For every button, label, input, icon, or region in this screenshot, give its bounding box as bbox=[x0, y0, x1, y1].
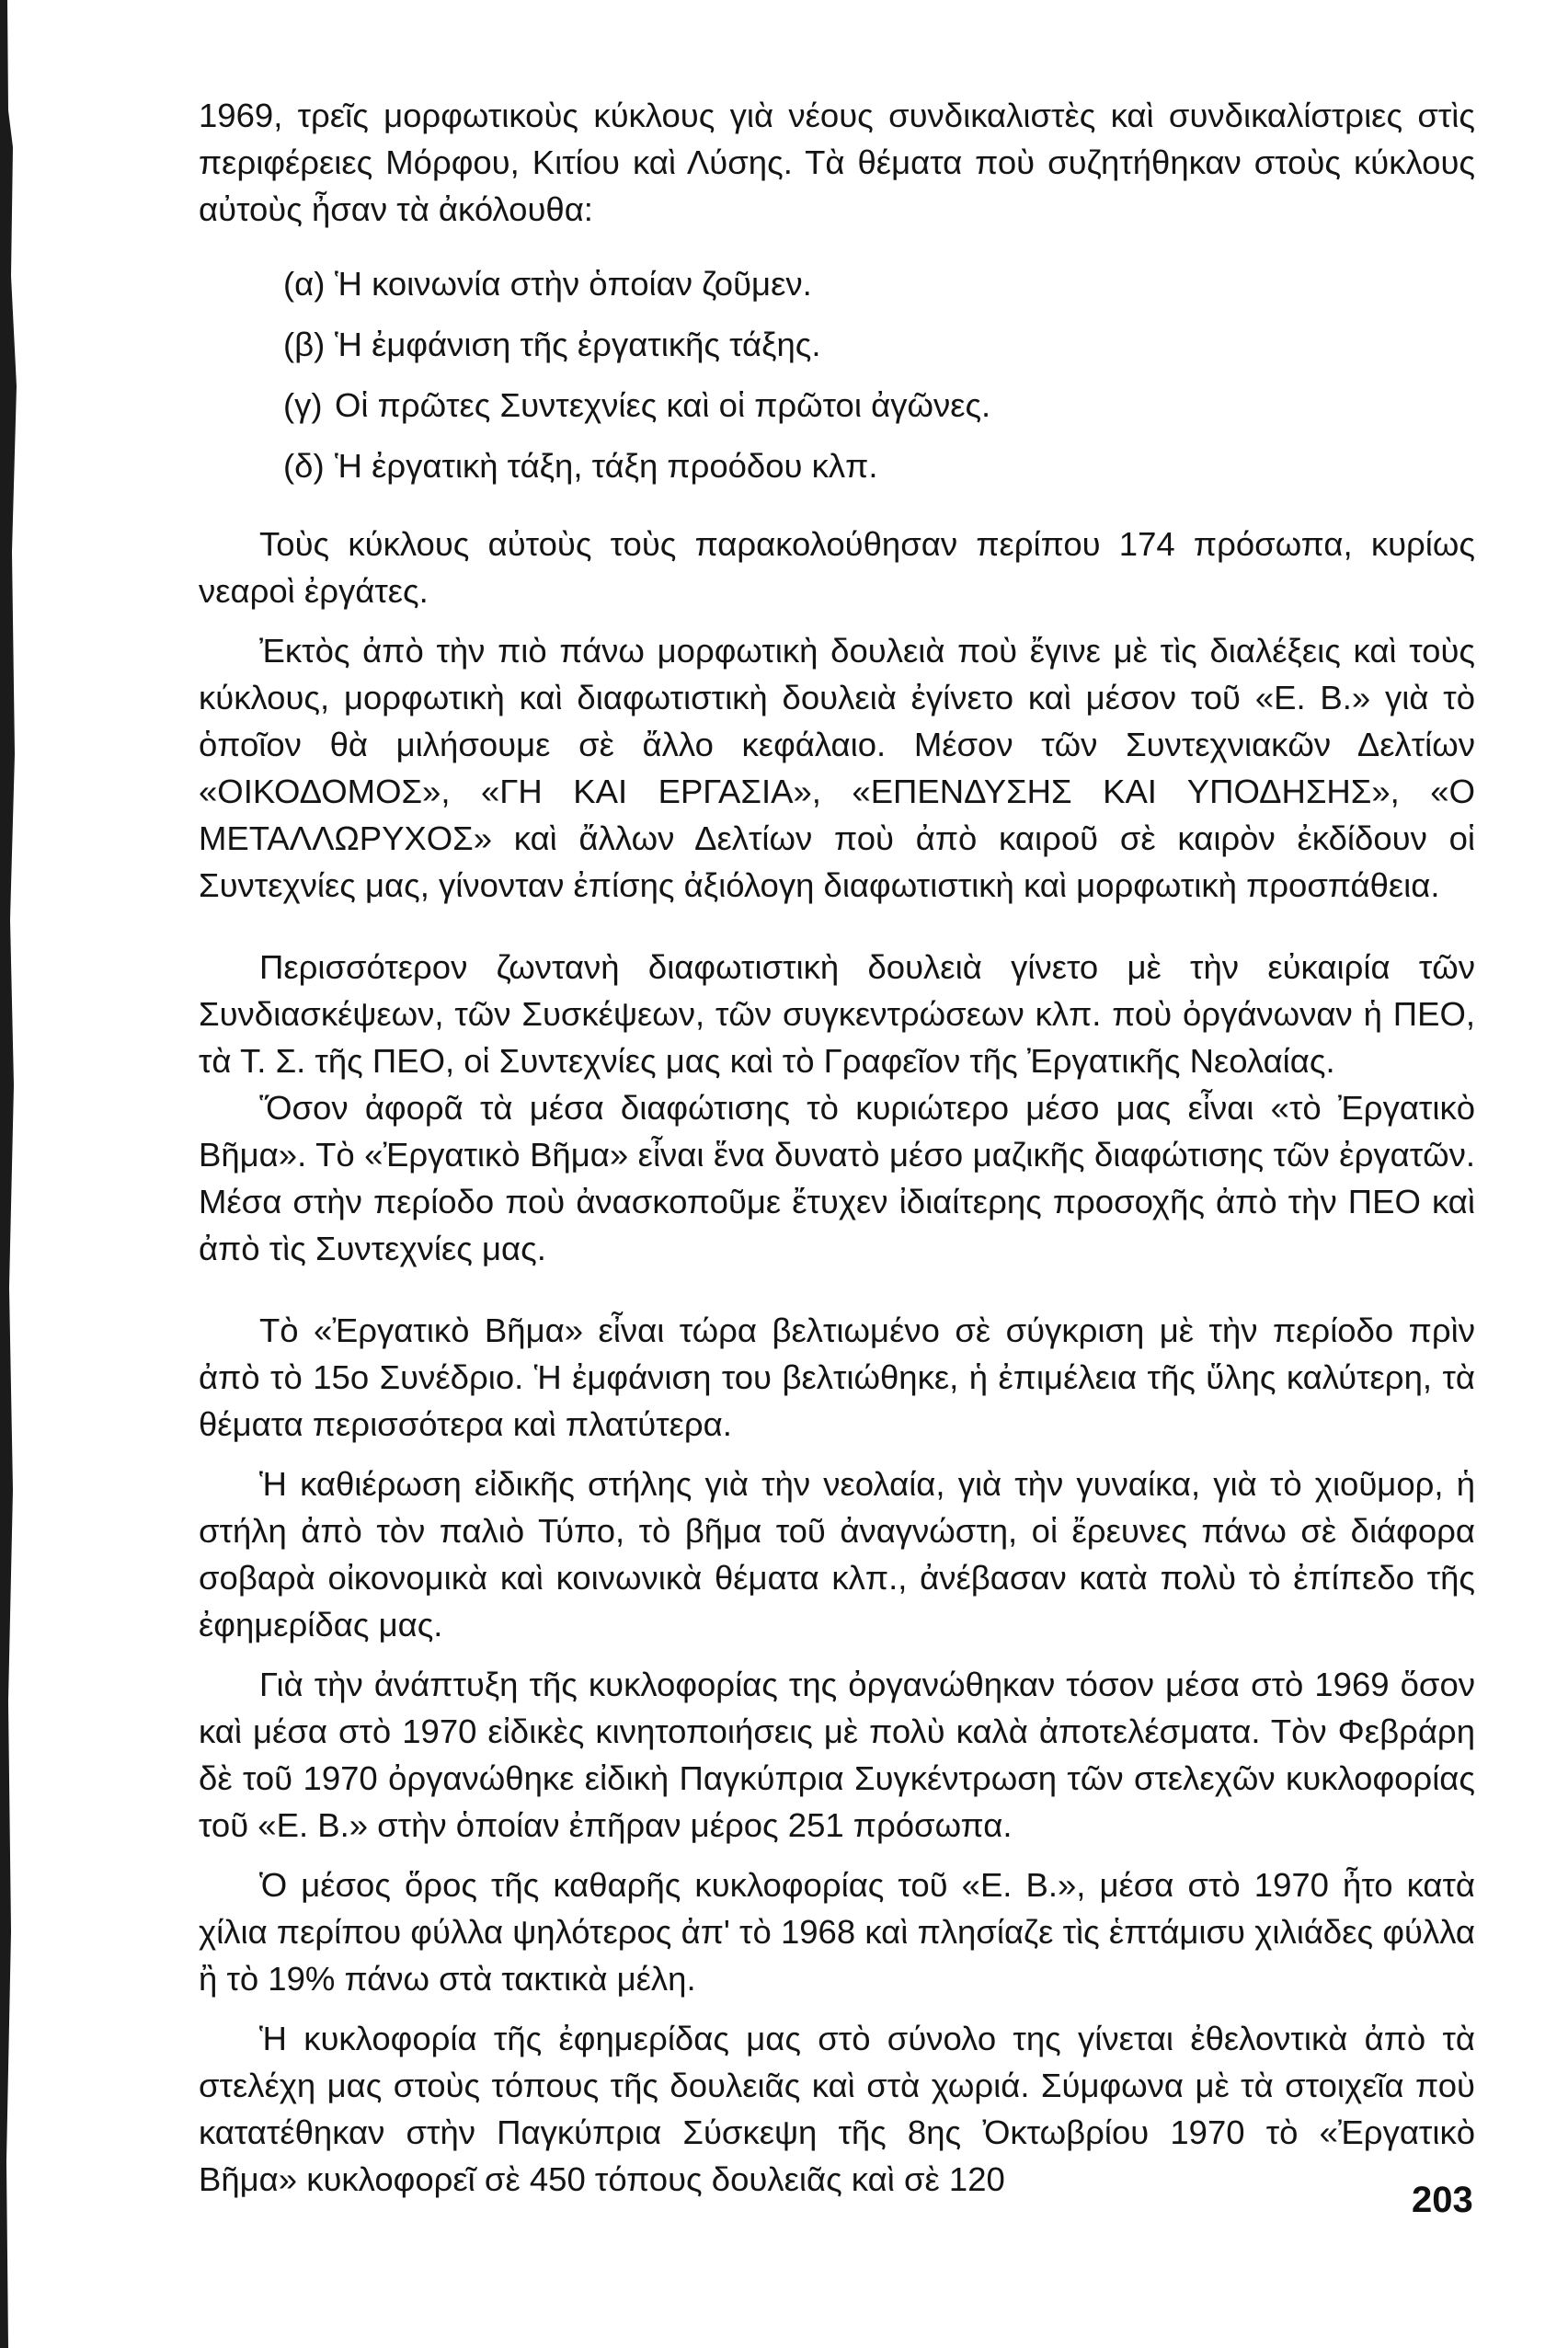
list-item-text: Ἡ ἐμφάνιση τῆς ἐργατικῆς τάξης. bbox=[335, 326, 821, 363]
list-item-text: Οἱ πρῶτες Συντεχνίες καὶ οἱ πρῶτοι ἀγῶνες. bbox=[335, 386, 991, 424]
list-item-label: (δ) bbox=[283, 447, 325, 485]
list-item bbox=[283, 260, 1475, 307]
page-number: 203 bbox=[1412, 2180, 1473, 2220]
document-page bbox=[199, 92, 1475, 2203]
paragraph-distribution: Ἡ κυκλοφορία τῆς ἐφημερίδας μας στὸ σύνολο της γίνεται ἐθελοντικὰ ἀπὸ τὰ στελέχη μας στοὺς τόπους τῆς δουλειᾶς καὶ στὰ χωριά. Σύμφωνα μὲ τὰ στοιχεῖα ποὺ κατατέθηκαν στὴν Παγκύπρια Σύσκεψη τῆς 8ης Ὀκτωβρίου 1970 τὸ «Ἐργατικὸ Βῆμα» κυκλοφορεῖ σὲ 450 τόπους δουλειᾶς καὶ σὲ 120 bbox=[199, 2020, 1475, 2198]
scan-left-edge-shadow bbox=[0, 0, 20, 2348]
paragraph-bulletins: Ἐκτὸς ἀπὸ τὴν πιὸ πάνω μορφωτικὴ δουλειὰ ποὺ ἔγινε μὲ τὶς διαλέξεις καὶ τοὺς κύκλους, μορφωτικὴ καὶ διαφωτιστικὴ δουλειὰ ἐγίνετο καὶ μέσον τοῦ «Ε. Β.» γιὰ τὸ ὁποῖον θὰ μιλήσουμε σὲ ἄλλο κεφάλαιο. Μέσον τῶν Συντεχνιακῶν Δελτίων «ΟΙΚΟΔΟΜΟΣ», «ΓΗ ΚΑΙ ΕΡΓΑΣΙΑ», «ΕΠΕΝΔΥΣΗΣ ΚΑΙ ΥΠΟΔΗΣΗΣ», «Ο ΜΕΤΑΛΛΩΡΥΧΟΣ» καὶ ἄλλων Δελτίων ποὺ ἀπὸ καιροῦ σὲ καιρὸν ἐκδίδουν οἱ Συντεχνίες μας, γίνονταν ἐπίσης ἀξιόλογη διαφωτιστικὴ καὶ μορφωτικὴ προσπάθεια. bbox=[199, 632, 1475, 904]
list-item bbox=[283, 442, 1475, 489]
list-item-label: (γ) bbox=[283, 386, 323, 424]
paragraph-media: Ὅσον ἀφορᾶ τὰ μέσα διαφώτισης τὸ κυριώτερο μέσο μας εἶναι «τὸ Ἐργατικὸ Βῆμα». Τὸ «Ἐργατικὸ Βῆμα» εἶναι ἕνα δυνατὸ μέσο μαζικῆς διαφώτισης τῶν ἐργατῶν. Μέσα στὴν περίοδο ποὺ ἀνασκοποῦμε ἔτυχεν ἰδιαίτερης προσοχῆς ἀπὸ τὴν ΠΕΟ καὶ ἀπὸ τὶς Συντεχνίες μας. bbox=[199, 1089, 1475, 1267]
list-item-label: (α) bbox=[283, 265, 326, 303]
topics-list bbox=[283, 260, 1475, 489]
paragraph-conferences: Περισσότερον ζωντανὴ διαφωτιστικὴ δουλειὰ γίνετο μὲ τὴν εὐκαιρία τῶν Συνδιασκέψεων, τῶν Συσκέψεων, τῶν συγκεντρώσεων κλπ. ποὺ ὀργάνωναν ἡ ΠΕΟ, τὰ Τ. Σ. τῆς ΠΕΟ, οἱ Συντεχνίες μας καὶ τὸ Γραφεῖον τῆς Ἐργατικῆς Νεολαίας. bbox=[199, 948, 1475, 1080]
intro-paragraph: 1969, τρεῖς μορφωτικοὺς κύκλους γιὰ νέους συνδικαλιστὲς καὶ συνδικαλίστριες στὶς περιφέρειες Μόρφου, Κιτίου καὶ Λύσης. Τὰ θέματα ποὺ συζητήθηκαν στοὺς κύκλους αὐτοὺς ἦσαν τὰ ἀκόλουθα: bbox=[199, 97, 1475, 228]
paragraph-attendance: Τοὺς κύκλους αὐτοὺς τοὺς παρακολούθησαν περίπου 174 πρόσωπα, κυρίως νεαροὶ ἐργάτες. bbox=[199, 525, 1475, 610]
list-item bbox=[283, 382, 1475, 429]
list-item bbox=[283, 321, 1475, 368]
list-item-text: Ἡ ἐργατικὴ τάξη, τάξη προόδου κλπ. bbox=[335, 447, 878, 485]
paragraph-circulation-average: Ὁ μέσος ὅρος τῆς καθαρῆς κυκλοφορίας τοῦ «Ε. Β.», μέσα στὸ 1970 ἦτο κατὰ χίλια περίπου φύλλα ψηλότερος ἀπ' τὸ 1968 καὶ πλησίαζε τὶς ἑπτάμισυ χιλιάδες φύλλα ἢ τὸ 19% πάνω στὰ τακτικὰ μέλη. bbox=[199, 1866, 1475, 1998]
list-item-label: (β) bbox=[283, 326, 326, 363]
paragraph-columns: Ἡ καθιέρωση εἰδικῆς στήλης γιὰ τὴν νεολαία, γιὰ τὴν γυναίκα, γιὰ τὸ χιοῦμορ, ἡ στήλη ἀπὸ τὸν παλιὸ Τύπο, τὸ βῆμα τοῦ ἀναγνώστη, οἱ ἔρευνες πάνω σὲ διάφορα σοβαρὰ οἰκονομικὰ καὶ κοινωνικὰ θέματα κλπ., ἀνέβασαν κατὰ πολὺ τὸ ἐπίπεδο τῆς ἐφημερίδας μας. bbox=[199, 1465, 1475, 1644]
list-item-text: Ἡ κοινωνία στὴν ὁποίαν ζοῦμεν. bbox=[335, 265, 812, 303]
paragraph-improvement: Τὸ «Ἐργατικὸ Βῆμα» εἶναι τώρα βελτιωμένο σὲ σύγκριση μὲ τὴν περίοδο πρὶν ἀπὸ τὸ 15ο Συνέδριο. Ἡ ἐμφάνιση του βελτιώθηκε, ἡ ἐπιμέλεια τῆς ὕλης καλύτερη, τὰ θέματα περισσότερα καὶ πλατύτερα. bbox=[199, 1311, 1475, 1443]
paragraph-circulation-drive: Γιὰ τὴν ἀνάπτυξη τῆς κυκλοφορίας της ὀργανώθηκαν τόσον μέσα στὸ 1969 ὅσον καὶ μέσα στὸ 1970 εἰδικὲς κινητοποιήσεις μὲ πολὺ καλὰ ἀποτελέσματα. Τὸν Φεβράρη δὲ τοῦ 1970 ὀργανώθηκε εἰδικὴ Παγκύπρια Συγκέντρωση τῶν στελεχῶν κυκλοφορίας τοῦ «Ε. Β.» στὴν ὁποίαν ἐπῆραν μέρος 251 πρόσωπα. bbox=[199, 1666, 1475, 1844]
